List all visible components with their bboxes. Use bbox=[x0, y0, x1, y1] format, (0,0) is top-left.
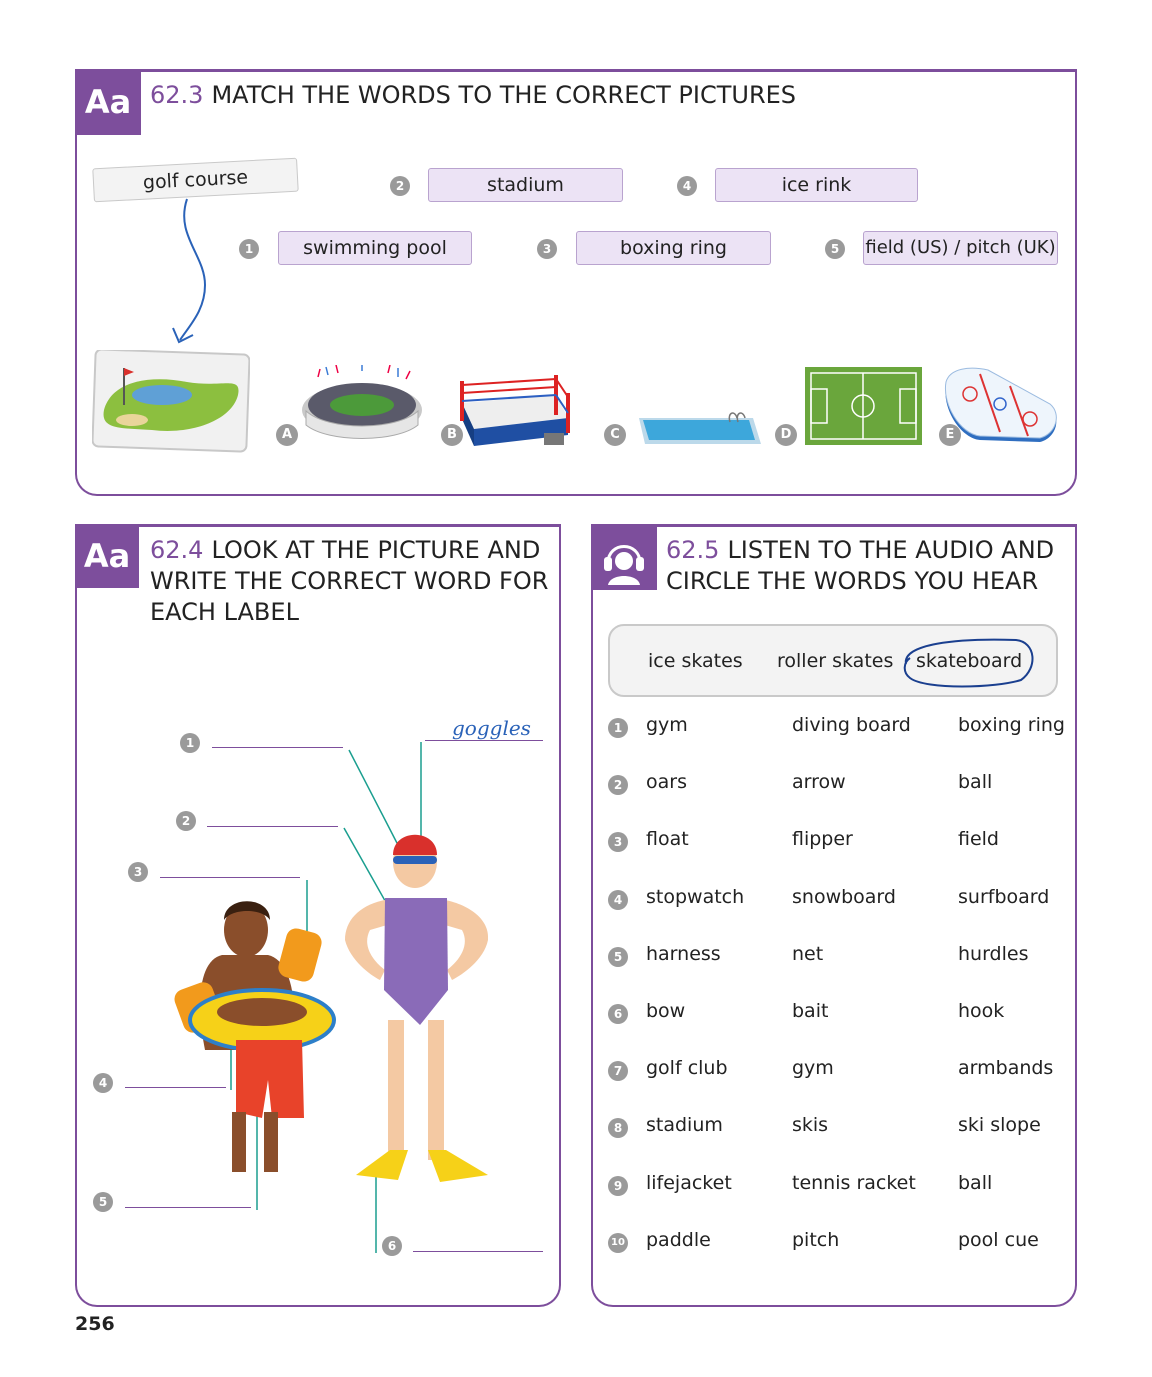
label-number-5: 5 bbox=[93, 1192, 113, 1212]
word-option[interactable]: lifejacket bbox=[646, 1171, 732, 1194]
word-option[interactable]: hurdles bbox=[958, 942, 1029, 965]
listening-badge bbox=[591, 524, 657, 590]
word-option[interactable]: net bbox=[792, 942, 824, 965]
word-number-1: 1 bbox=[239, 239, 259, 259]
exercise-number: 62.5 bbox=[666, 536, 720, 564]
football-field-picture bbox=[805, 367, 922, 445]
boxing-ring-picture bbox=[456, 373, 571, 448]
exercise-instruction-line-2: CIRCLE THE WORDS YOU HEAR bbox=[666, 567, 1039, 595]
word-row bbox=[608, 1000, 1078, 1030]
vocabulary-badge: Aa bbox=[75, 524, 139, 588]
word-option[interactable]: hook bbox=[958, 1000, 1005, 1022]
word-number-3: 3 bbox=[537, 239, 557, 259]
word-row bbox=[608, 886, 1078, 916]
exercise-title bbox=[150, 535, 548, 628]
word-option[interactable]: paddle bbox=[646, 1228, 711, 1251]
label-number-6: 6 bbox=[382, 1236, 402, 1256]
word-option[interactable]: diving board bbox=[792, 714, 911, 736]
exercise-instruction-line-1: LISTEN TO THE AUDIO AND bbox=[727, 536, 1055, 564]
picture-letter-c: C bbox=[604, 424, 626, 446]
hand-drawn-circle-icon bbox=[896, 632, 1041, 692]
picture-letter-a: A bbox=[276, 424, 298, 446]
label-number-4: 4 bbox=[93, 1073, 113, 1093]
word-row bbox=[608, 771, 1078, 801]
word-option[interactable]: armbands bbox=[958, 1057, 1054, 1080]
word-option[interactable]: arrow bbox=[792, 771, 846, 794]
word-box-stadium[interactable]: stadium bbox=[428, 168, 623, 202]
example-word-3-circled: skateboard bbox=[916, 650, 1023, 672]
row-number: 9 bbox=[608, 1176, 628, 1196]
exercise-number: 62.3 bbox=[150, 81, 204, 109]
row-number: 2 bbox=[608, 775, 628, 795]
row-number: 7 bbox=[608, 1061, 628, 1081]
exercise-title bbox=[666, 535, 1054, 597]
exercise-instruction-line-1: LOOK AT THE PICTURE AND bbox=[211, 536, 541, 564]
word-rows bbox=[608, 714, 1078, 1274]
exercise-instruction: MATCH THE WORDS TO THE CORRECT PICTURES bbox=[211, 81, 797, 109]
example-word-2: roller skates bbox=[777, 650, 894, 672]
exercise-instruction-line-2: WRITE THE CORRECT WORD FOR bbox=[150, 567, 549, 595]
example-answer-goggles: goggles bbox=[452, 716, 531, 740]
word-option[interactable]: boxing ring bbox=[958, 714, 1065, 736]
word-row bbox=[608, 1229, 1078, 1259]
word-row bbox=[608, 714, 1078, 744]
exercise-number: 62.4 bbox=[150, 536, 204, 564]
swimming-pool-picture bbox=[635, 408, 763, 448]
word-option[interactable]: ball bbox=[958, 1171, 993, 1194]
word-option[interactable]: pool cue bbox=[958, 1228, 1039, 1251]
golf-course-picture bbox=[92, 350, 250, 453]
word-option[interactable]: oars bbox=[646, 771, 687, 794]
picture-letter-e: E bbox=[939, 424, 961, 446]
picture-letter-b: B bbox=[441, 424, 463, 446]
word-option[interactable]: golf club bbox=[646, 1057, 728, 1080]
example-arrow-icon bbox=[165, 195, 225, 350]
exercise-title bbox=[150, 80, 796, 111]
word-option[interactable]: snowboard bbox=[792, 885, 896, 908]
exercise-instruction-line-3: EACH LABEL bbox=[150, 598, 299, 626]
word-option[interactable]: bait bbox=[792, 1000, 829, 1022]
label-number-1: 1 bbox=[180, 733, 200, 753]
word-box-swimming-pool[interactable]: swimming pool bbox=[278, 231, 472, 265]
word-box-boxing-ring[interactable]: boxing ring bbox=[576, 231, 771, 265]
word-option[interactable]: gym bbox=[646, 714, 688, 736]
word-option[interactable]: harness bbox=[646, 942, 721, 965]
word-box-ice-rink[interactable]: ice rink bbox=[715, 168, 918, 202]
word-number-4: 4 bbox=[677, 176, 697, 196]
word-option[interactable]: field bbox=[958, 828, 999, 851]
word-option[interactable]: float bbox=[646, 828, 689, 851]
word-row bbox=[608, 1114, 1078, 1144]
word-option[interactable]: gym bbox=[792, 1057, 834, 1080]
word-box-field-pitch[interactable]: field (US) / pitch (UK) bbox=[863, 231, 1058, 265]
row-number: 5 bbox=[608, 947, 628, 967]
word-option[interactable]: ski slope bbox=[958, 1114, 1041, 1137]
word-number-2: 2 bbox=[390, 176, 410, 196]
word-option[interactable]: surfboard bbox=[958, 885, 1050, 908]
row-number: 8 bbox=[608, 1118, 628, 1138]
label-number-3: 3 bbox=[128, 862, 148, 882]
word-option[interactable]: skis bbox=[792, 1114, 829, 1137]
swimmers-illustration bbox=[170, 735, 500, 1255]
row-number: 4 bbox=[608, 890, 628, 910]
label-number-2: 2 bbox=[176, 811, 196, 831]
example-word-1: ice skates bbox=[648, 650, 743, 672]
word-option[interactable]: ball bbox=[958, 771, 993, 794]
word-number-5: 5 bbox=[825, 239, 845, 259]
word-row bbox=[608, 943, 1078, 973]
row-number: 1 bbox=[608, 718, 628, 738]
stadium-picture bbox=[298, 365, 426, 445]
word-option[interactable]: pitch bbox=[792, 1228, 840, 1251]
word-option[interactable]: stopwatch bbox=[646, 885, 745, 908]
word-option[interactable]: stadium bbox=[646, 1114, 723, 1137]
word-row bbox=[608, 1172, 1078, 1202]
word-option[interactable]: tennis racket bbox=[792, 1171, 916, 1194]
row-number: 6 bbox=[608, 1004, 628, 1024]
word-row bbox=[608, 1057, 1078, 1087]
row-number: 10 bbox=[608, 1233, 628, 1253]
word-option[interactable]: bow bbox=[646, 1000, 686, 1022]
picture-letter-d: D bbox=[775, 424, 797, 446]
word-row bbox=[608, 828, 1078, 858]
vocabulary-badge: Aa bbox=[75, 69, 141, 135]
headphones-icon bbox=[594, 527, 654, 587]
row-number: 3 bbox=[608, 832, 628, 852]
word-option[interactable]: flipper bbox=[792, 828, 853, 851]
example-box bbox=[608, 624, 1058, 697]
example-word-box: golf course bbox=[92, 158, 298, 203]
page-number: 256 bbox=[75, 1313, 115, 1335]
